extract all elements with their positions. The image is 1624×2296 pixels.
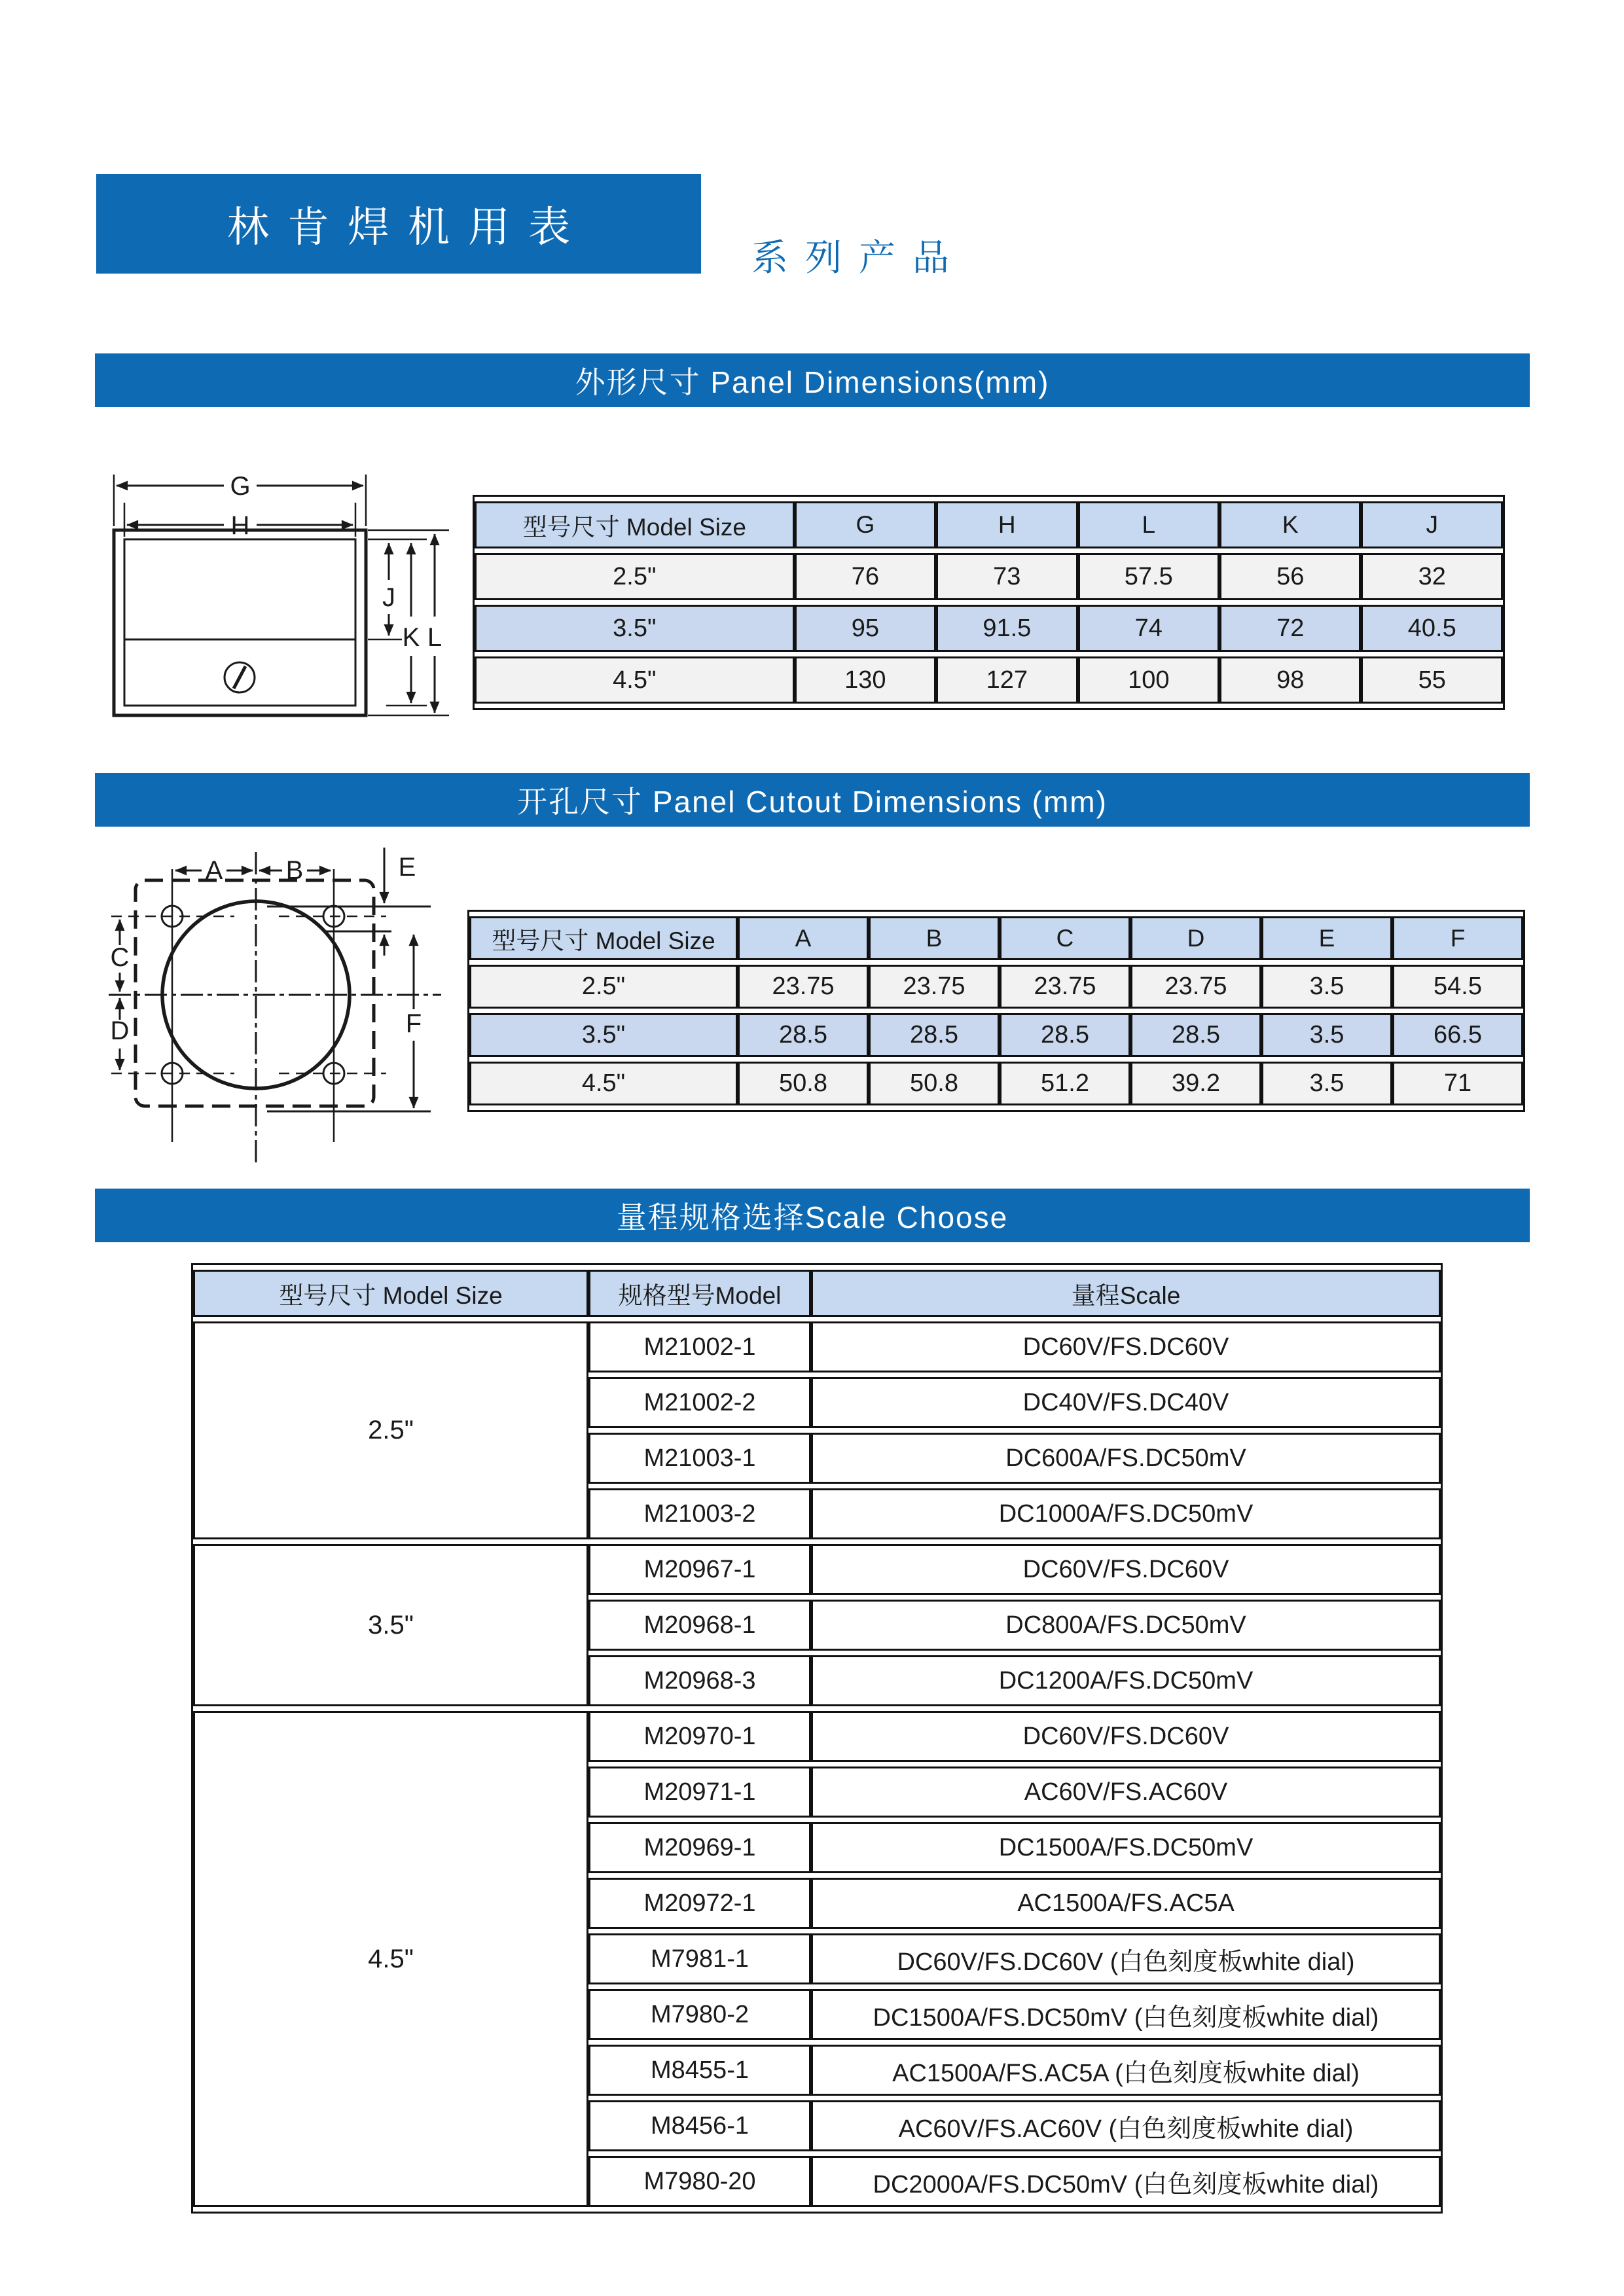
dim-label-J: J [382, 583, 395, 612]
model-number-cell: M8456-1 [588, 2100, 811, 2151]
scale-range-cell: DC60V/FS.DC60V [811, 1321, 1441, 1372]
model-number-cell: M20972-1 [588, 1878, 811, 1929]
value-cell: 73 [936, 553, 1077, 600]
model-size-cell: 4.5" [469, 1062, 738, 1105]
value-cell: 32 [1361, 553, 1503, 600]
value-cell: 50.8 [738, 1062, 869, 1105]
scale-range-cell: DC1500A/FS.DC50mV [811, 1822, 1441, 1873]
panel-dimensions-table [473, 495, 1505, 710]
meter-inner-face [124, 539, 355, 706]
value-cell: 3.5 [1261, 1013, 1392, 1057]
dim-label-K: K [402, 623, 420, 652]
model-number-cell: M8455-1 [588, 2045, 811, 2096]
scale-range-cell: DC40V/FS.DC40V [811, 1377, 1441, 1428]
value-cell: 3.5 [1261, 965, 1392, 1009]
model-number-cell: M20968-1 [588, 1600, 811, 1651]
scale-range-cell: DC1500A/FS.DC50mV (白色刻度板white dial) [811, 1989, 1441, 2040]
table-row [475, 656, 1503, 704]
value-cell: 54.5 [1392, 965, 1523, 1009]
table-row [193, 1711, 1441, 1762]
value-cell: 23.75 [1000, 965, 1130, 1009]
dim-label-H: H [230, 511, 250, 540]
model-number-cell: M7981-1 [588, 1933, 811, 1984]
banner-scale-choose-label: 量程规格选择Scale Choose [616, 1200, 1009, 1234]
section-banner-panel-dimensions [95, 353, 1530, 407]
scale-range-cell: DC600A/FS.DC50mV [811, 1433, 1441, 1484]
model-number-cell: M21002-1 [588, 1321, 811, 1372]
model-number-cell: M21002-2 [588, 1377, 811, 1428]
model-size-cell: 3.5" [475, 605, 795, 652]
column-header: 型号尺寸 Model Size [475, 501, 795, 548]
model-number-cell: M21003-2 [588, 1488, 811, 1539]
model-number-cell: M20970-1 [588, 1711, 811, 1762]
dim-label-F: F [405, 1009, 422, 1038]
meter-outer-body [114, 530, 366, 715]
table-header-row [193, 1270, 1441, 1317]
model-number-cell: M20967-1 [588, 1544, 811, 1595]
scale-range-cell: AC1500A/FS.AC5A [811, 1878, 1441, 1929]
series-subtitle: 系列产品 [751, 237, 966, 278]
scale-choose-table [191, 1263, 1443, 2214]
value-cell: 28.5 [869, 1013, 1000, 1057]
scale-range-cell: DC2000A/FS.DC50mV (白色刻度板white dial) [811, 2156, 1441, 2207]
value-cell: 66.5 [1392, 1013, 1523, 1057]
dim-label-L: L [427, 623, 442, 652]
column-header: C [1000, 916, 1130, 960]
panel-outline-dashed [135, 880, 374, 1106]
banner-panel-dimensions-label: 外形尺寸 Panel Dimensions(mm) [575, 365, 1050, 399]
value-cell: 23.75 [738, 965, 869, 1009]
column-header: 量程Scale [811, 1270, 1441, 1317]
model-size-cell: 4.5" [475, 656, 795, 704]
table-row [475, 605, 1503, 652]
table-row [193, 1321, 1441, 1372]
value-cell: 72 [1219, 605, 1361, 652]
model-number-cell: M20971-1 [588, 1767, 811, 1818]
value-cell: 28.5 [1130, 1013, 1261, 1057]
model-size-cell: 2.5" [469, 965, 738, 1009]
model-number-cell: M20968-3 [588, 1655, 811, 1706]
value-cell: 76 [795, 553, 936, 600]
table-row [469, 965, 1523, 1009]
value-cell: 127 [936, 656, 1077, 704]
banner-cutout-dimensions-label: 开孔尺寸 Panel Cutout Dimensions (mm) [517, 785, 1108, 819]
dim-label-B: B [285, 856, 304, 885]
section-banner-cutout-dimensions [95, 773, 1530, 827]
panel-dimensions-diagram [98, 452, 452, 753]
dim-label-A: A [205, 856, 223, 885]
scale-range-cell: AC60V/FS.AC60V (白色刻度板white dial) [811, 2100, 1441, 2151]
value-cell: 28.5 [738, 1013, 869, 1057]
table-row [469, 1013, 1523, 1057]
column-header: E [1261, 916, 1392, 960]
column-header: D [1130, 916, 1261, 960]
value-cell: 71 [1392, 1062, 1523, 1105]
panel-cutout-table [467, 910, 1525, 1112]
column-header: 型号尺寸 Model Size [469, 916, 738, 960]
value-cell: 51.2 [1000, 1062, 1130, 1105]
table-header-row [469, 916, 1523, 960]
model-number-cell: M7980-20 [588, 2156, 811, 2207]
value-cell: 3.5 [1261, 1062, 1392, 1105]
model-number-cell: M7980-2 [588, 1989, 811, 2040]
column-header: 型号尺寸 Model Size [193, 1270, 588, 1317]
dim-label-D: D [110, 1016, 130, 1045]
model-number-cell: M20969-1 [588, 1822, 811, 1873]
value-cell: 50.8 [869, 1062, 1000, 1105]
model-size-cell: 3.5" [469, 1013, 738, 1057]
column-header: J [1361, 501, 1503, 548]
value-cell: 74 [1078, 605, 1219, 652]
model-size-cell: 2.5" [475, 553, 795, 600]
column-header: H [936, 501, 1077, 548]
size-group-cell: 4.5" [193, 1711, 588, 2207]
value-cell: 57.5 [1078, 553, 1219, 600]
column-header: B [869, 916, 1000, 960]
value-cell: 91.5 [936, 605, 1077, 652]
value-cell: 23.75 [869, 965, 1000, 1009]
scale-range-cell: DC60V/FS.DC60V [811, 1711, 1441, 1762]
table-header-row [475, 501, 1503, 548]
table-row [469, 1062, 1523, 1105]
value-cell: 28.5 [1000, 1013, 1130, 1057]
column-header: K [1219, 501, 1361, 548]
value-cell: 56 [1219, 553, 1361, 600]
size-group-cell: 3.5" [193, 1544, 588, 1706]
value-cell: 95 [795, 605, 936, 652]
panel-cutout-diagram [98, 844, 465, 1172]
value-cell: 23.75 [1130, 965, 1261, 1009]
value-cell: 55 [1361, 656, 1503, 704]
scale-range-cell: DC60V/FS.DC60V [811, 1544, 1441, 1595]
column-header: 规格型号Model [588, 1270, 811, 1317]
value-cell: 130 [795, 656, 936, 704]
value-cell: 40.5 [1361, 605, 1503, 652]
size-group-cell: 2.5" [193, 1321, 588, 1539]
value-cell: 100 [1078, 656, 1219, 704]
table-row [475, 553, 1503, 600]
scale-range-cell: DC800A/FS.DC50mV [811, 1600, 1441, 1651]
scale-range-cell: AC1500A/FS.AC5A (白色刻度板white dial) [811, 2045, 1441, 2096]
column-header: G [795, 501, 936, 548]
dim-label-G: G [230, 472, 251, 501]
column-header: F [1392, 916, 1523, 960]
model-number-cell: M21003-1 [588, 1433, 811, 1484]
section-banner-scale-choose [95, 1189, 1530, 1242]
scale-range-cell: DC1000A/FS.DC50mV [811, 1488, 1441, 1539]
scale-range-cell: DC1200A/FS.DC50mV [811, 1655, 1441, 1706]
value-cell: 98 [1219, 656, 1361, 704]
column-header: L [1078, 501, 1219, 548]
scale-range-cell: AC60V/FS.AC60V [811, 1767, 1441, 1818]
dim-label-C: C [110, 943, 130, 972]
table-row [193, 1544, 1441, 1595]
title-box [96, 174, 701, 274]
value-cell: 39.2 [1130, 1062, 1261, 1105]
column-header: A [738, 916, 869, 960]
dim-label-E: E [398, 853, 416, 882]
scale-range-cell: DC60V/FS.DC60V (白色刻度板white dial) [811, 1933, 1441, 1984]
page-title: 林肯焊机用表 [227, 204, 588, 251]
